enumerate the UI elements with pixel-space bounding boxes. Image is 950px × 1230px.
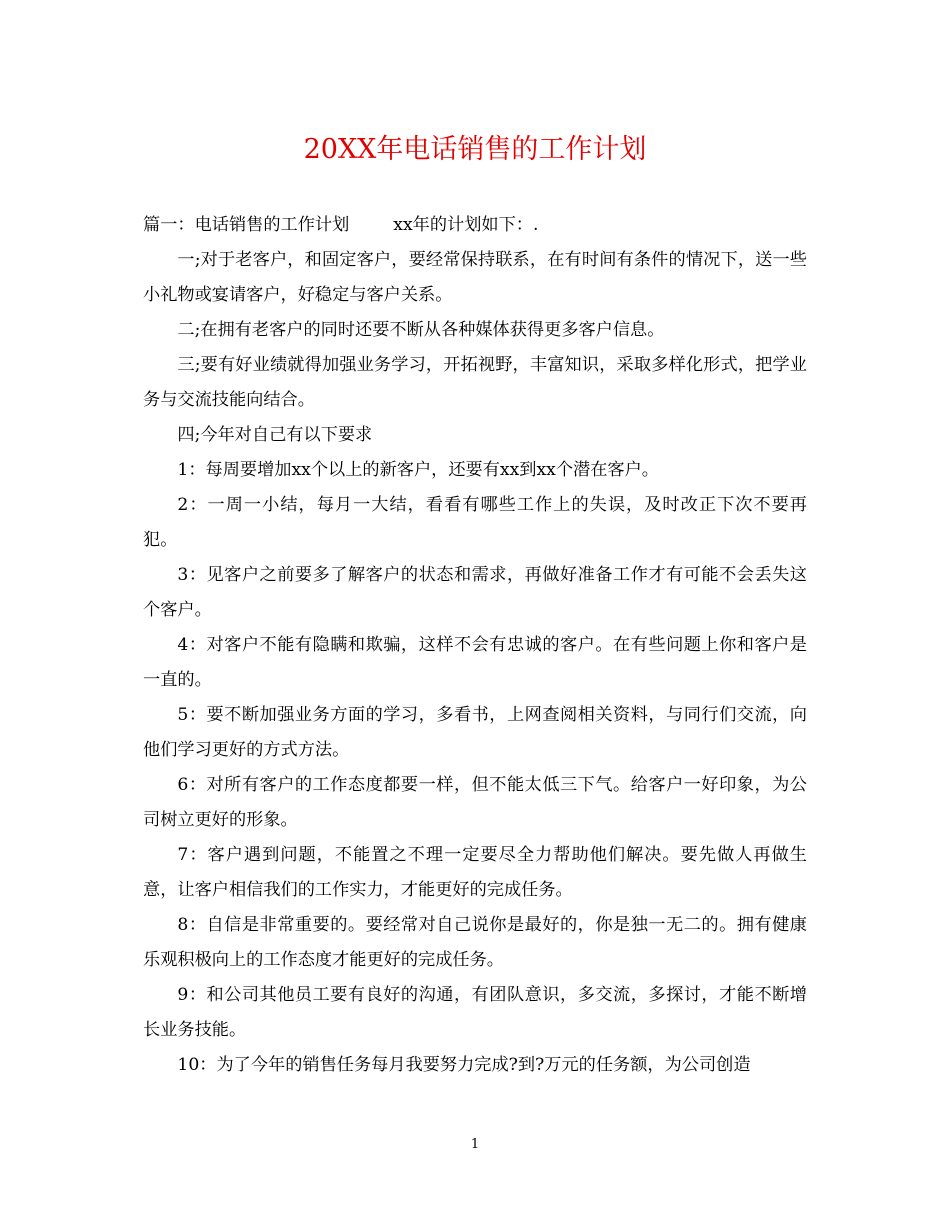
paragraph-14: 10：为了今年的销售任务每月我要努力完成?到?万元的任务额，为公司创造 <box>177 1055 751 1075</box>
document-title: 20XX年电话销售的工作计划 <box>303 134 647 165</box>
intro-line <box>143 208 807 243</box>
paragraph-6: 2：一周一小结，每月一大结，看看有哪些工作上的失误，及时改正下次不要再犯。 <box>143 495 807 550</box>
paragraph-10: 6：对所有客户的工作态度都要一样，但不能太低三下气。给客户一好印象，为公司树立更好的形象。 <box>143 775 807 830</box>
intro-text: xx年的计划如下：. <box>393 215 539 235</box>
document-body <box>143 208 807 1083</box>
paragraph-11: 7：客户遇到问题，不能置之不理一定要尽全力帮助他们解决。要先做人再做生意，让客户相信我们的工作实力，才能更好的完成任务。 <box>143 845 807 900</box>
paragraph-5: 1：每周要增加xx个以上的新客户，还要有xx到xx个潜在客户。 <box>177 460 659 480</box>
paragraph-12: 8：自信是非常重要的。要经常对自己说你是最好的，你是独一无二的。拥有健康乐观积极向上的工作态度才能更好的完成任务。 <box>143 915 807 970</box>
paragraph-3: 三;要有好业绩就得加强业务学习，开拓视野，丰富知识，采取多样化形式，把学业务与交流技能向结合。 <box>143 355 807 410</box>
paragraph-7: 3：见客户之前要多了解客户的状态和需求，再做好准备工作才有可能不会丢失这个客户。 <box>143 565 807 620</box>
paragraph-1: 一;对于老客户，和固定客户，要经常保持联系，在有时间有条件的情况下，送一些小礼物或宴请客户，好稳定与客户关系。 <box>143 250 807 305</box>
paragraph-13: 9：和公司其他员工要有良好的沟通，有团队意识，多交流，多探讨，才能不断增长业务技能。 <box>143 985 807 1040</box>
paragraph-4: 四;今年对自己有以下要求 <box>177 425 373 445</box>
intro-heading: 篇一：电话销售的工作计划 <box>143 215 350 235</box>
paragraph-8: 4：对客户不能有隐瞒和欺骗，这样不会有忠诚的客户。在有些问题上你和客户是一直的。 <box>143 635 807 690</box>
paragraph-2: 二;在拥有老客户的同时还要不断从各种媒体获得更多客户信息。 <box>177 320 665 340</box>
page-number: 1 <box>470 1137 480 1152</box>
paragraph-9: 5：要不断加强业务方面的学习，多看书，上网查阅相关资料，与同行们交流，向他们学习更好的方式方法。 <box>143 705 807 760</box>
